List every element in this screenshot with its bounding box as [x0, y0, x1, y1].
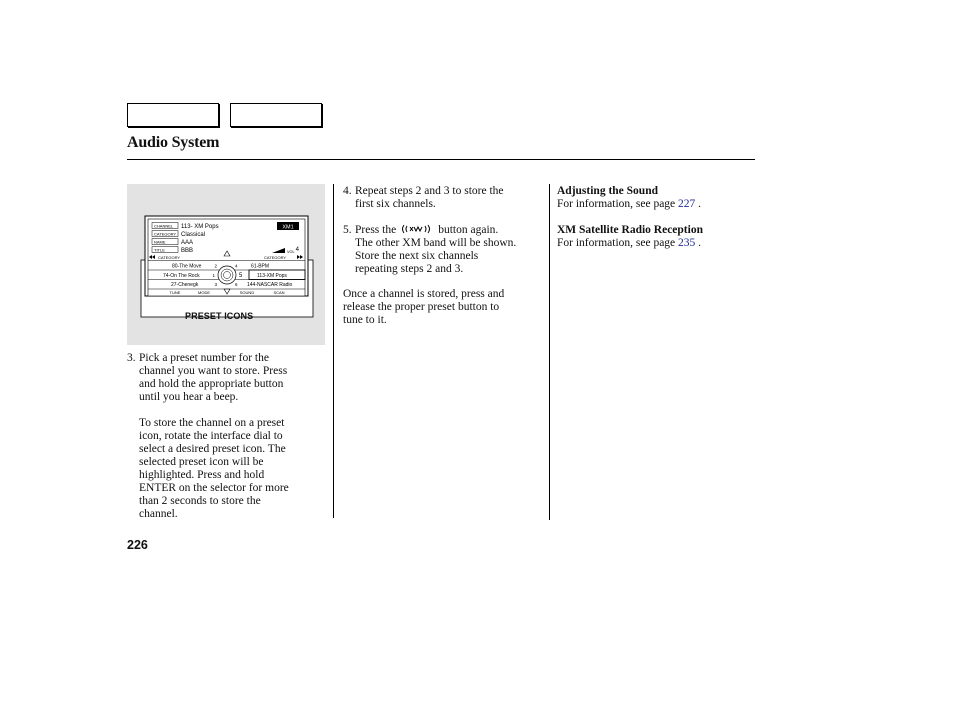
preset-label-5: 113-XM Pops [257, 273, 287, 279]
preset-num-3: 3 [214, 282, 217, 287]
preset-label-3: 27-Chenegk [171, 282, 199, 288]
display-preset-number: 4 [295, 247, 299, 253]
tag-category: CATEGORY [154, 231, 177, 237]
preset-label-2: 80-The Move [172, 263, 202, 270]
softkey-mode: MODE [198, 290, 210, 295]
ref-heading-xm: XM Satellite Radio Reception [557, 224, 703, 236]
interface-dial-icon [218, 263, 238, 284]
figure-caption: PRESET ICONS [185, 311, 254, 321]
page-link-227[interactable]: 227 [678, 198, 696, 210]
radio-display-figure [127, 184, 325, 345]
display-channel: 113- XM Pops [181, 224, 219, 230]
preset-label-4: 61-BPM [251, 263, 270, 270]
nav-tab-2[interactable] [230, 103, 322, 127]
volume-label: VOL [287, 250, 295, 254]
category-right-label: CATEGORY [264, 255, 287, 260]
preset-num-1: 1 [212, 273, 215, 278]
page-number: 226 [127, 538, 148, 552]
softkey-tune: TUNE [169, 290, 181, 295]
ref-heading-sound: Adjusting the Sound [557, 185, 658, 197]
display-category: Classical [181, 232, 206, 238]
category-left-label: CATEGORY [158, 255, 181, 260]
step-4-number: 4. [343, 185, 352, 197]
softkey-sound: SOUND [239, 290, 255, 295]
preset-num-4: 4 [235, 263, 238, 269]
reference-xm-reception: XM Satellite Radio Reception For information, see page 235 . [557, 224, 757, 250]
step-3-text: Pick a preset number for the channel you want to store. Press and hold the appropriate button until you hear a beep. [139, 352, 288, 403]
tag-channel: CHANNEL [154, 223, 174, 229]
title-rule [127, 159, 755, 160]
column-divider-2 [549, 184, 550, 520]
preset-icon-note: To store the channel on a preset icon, rotate the interface dial to select a desired preset icon. The selected preset icon will be highlighted. Press and hold ENTER on the selector for more than 2 seconds to store the channel. [139, 417, 289, 520]
step-4-text: Repeat steps 2 and 3 to store the first six channels. [355, 185, 504, 210]
preset-num-2: 2 [214, 263, 217, 269]
step-3-number: 3. [127, 352, 136, 364]
page-link-235[interactable]: 235 [678, 237, 696, 249]
softkey-scan: SCAN [273, 290, 285, 295]
nav-tab-1[interactable] [127, 103, 219, 127]
step-5-text: Press the button again. The other XM band will be shown. Store the next six channels repeating steps 2 and 3. [355, 224, 517, 275]
preset-num-5: 5 [239, 273, 243, 279]
display-name: AAA [181, 240, 194, 246]
preset-num-6: 6 [235, 282, 238, 287]
page-title: Audio System [127, 134, 220, 151]
reference-adjusting-sound: Adjusting the Sound For information, see page 227 . [557, 185, 757, 211]
tag-name: NAME [154, 239, 166, 245]
display-title: BBB [181, 248, 194, 254]
preset-label-6: 144-NASCAR Radio [247, 282, 293, 288]
tag-title: TITLE [154, 247, 165, 253]
store-channel-paragraph: Once a channel is stored, press and release the proper preset button to tune to it. [343, 288, 505, 326]
preset-label-1: 74-On The Rock [163, 273, 200, 279]
xm-button-icon [400, 224, 432, 234]
step-5-number: 5. [343, 224, 352, 236]
column-divider-1 [333, 184, 334, 518]
band-label: XM1 [282, 224, 294, 231]
